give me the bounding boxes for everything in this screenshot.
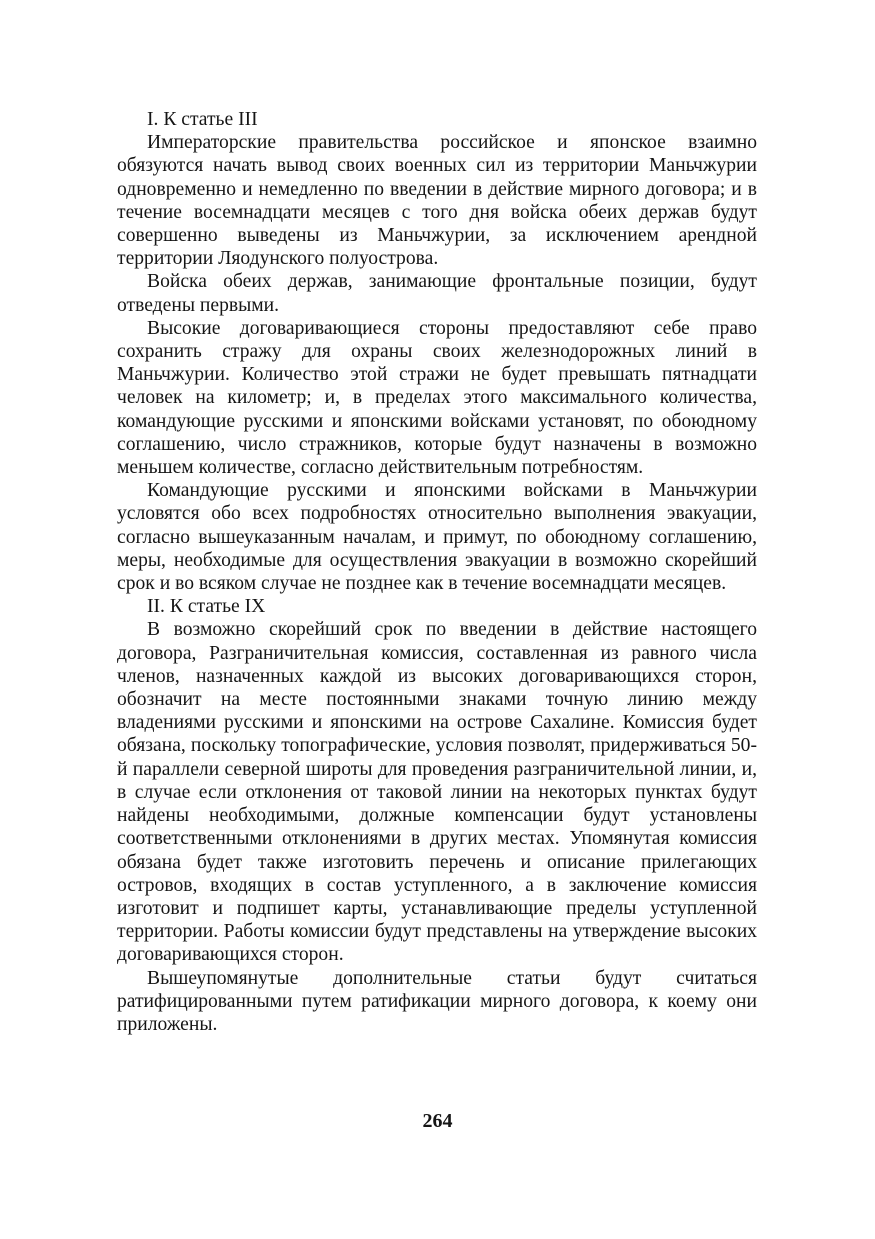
paragraph: Вышеупомянутые дополнительные статьи будут считаться ратифицированными путем ратификации мирного договора, к коему они приложены. — [117, 967, 757, 1035]
section-heading: I. К статье III — [147, 109, 258, 130]
section-article-9 — [117, 595, 757, 1036]
section-article-3 — [117, 108, 757, 595]
paragraph: Войска обеих держав, занимающие фронтальные позиции, будут отведены первыми. — [117, 271, 757, 316]
paragraph: Высокие договаривающиеся стороны предоставляют себе право сохранить стражу для охраны своих железнодорожных линий в Маньчжурии. Количество этой стражи не будет превышать пятнадцати человек на километр; и, в пределах этого максимального количества, командующие русскими и японскими войсками установят, по обоюдному соглашению, число стражников, которые будут назначены в возможно меньшем количестве, согласно действительным потребностям. — [117, 317, 757, 479]
page-body — [117, 108, 757, 1036]
page-number: 264 — [422, 1110, 453, 1132]
paragraph: Императорские правительства российское и японское взаимно обязуются начать вывод своих военных сил из территории Маньчжурии одновременно и немедленно по введении в действие мирного договора; и в течение восемнадцати месяцев с того дня войска обеих держав будут совершенно выведены из Маньчжурии, за исключением арендной территории Ляодунского полуострова. — [117, 132, 757, 270]
paragraph: В возможно скорейший срок по введении в действие настоящего договора, Разграничительная комиссия, составленная из равного числа членов, назначенных каждой из высоких договаривающихся сторон, обозначит на месте постоянными знаками точную линию между владениями русскими и японскими на острове Сахалине. Комиссия будет обязана, поскольку топографические, условия позволят, придерживаться 50-й параллели северной широты для проведения разграничительной линии, и, в случае если отклонения от таковой линии на некоторых пунктах будут найдены необходимыми, должные компенсации будут установлены соответственными отклонениями в других местах. Упомянутая комиссия обязана будет также изготовить перечень и описание прилегающих островов, входящих в состав уступленного, а в заключение комиссия изготовит и подпишет карты, устанавливающие пределы уступленной территории. Работы комиссии будут представлены на утверждение высоких договаривающихся сторон. — [117, 619, 757, 966]
section-heading: II. К статье IX — [147, 596, 266, 618]
paragraph: Командующие русскими и японскими войсками в Маньчжурии условятся обо всех подробностях относительно выполнения эвакуации, согласно вышеуказанным началам, и примут, по обоюдному соглашению, меры, необходимые для осуществления эвакуации в возможно скорейший срок и во всяком случае не позднее как в течение восемнадцати месяцев. — [117, 480, 757, 595]
